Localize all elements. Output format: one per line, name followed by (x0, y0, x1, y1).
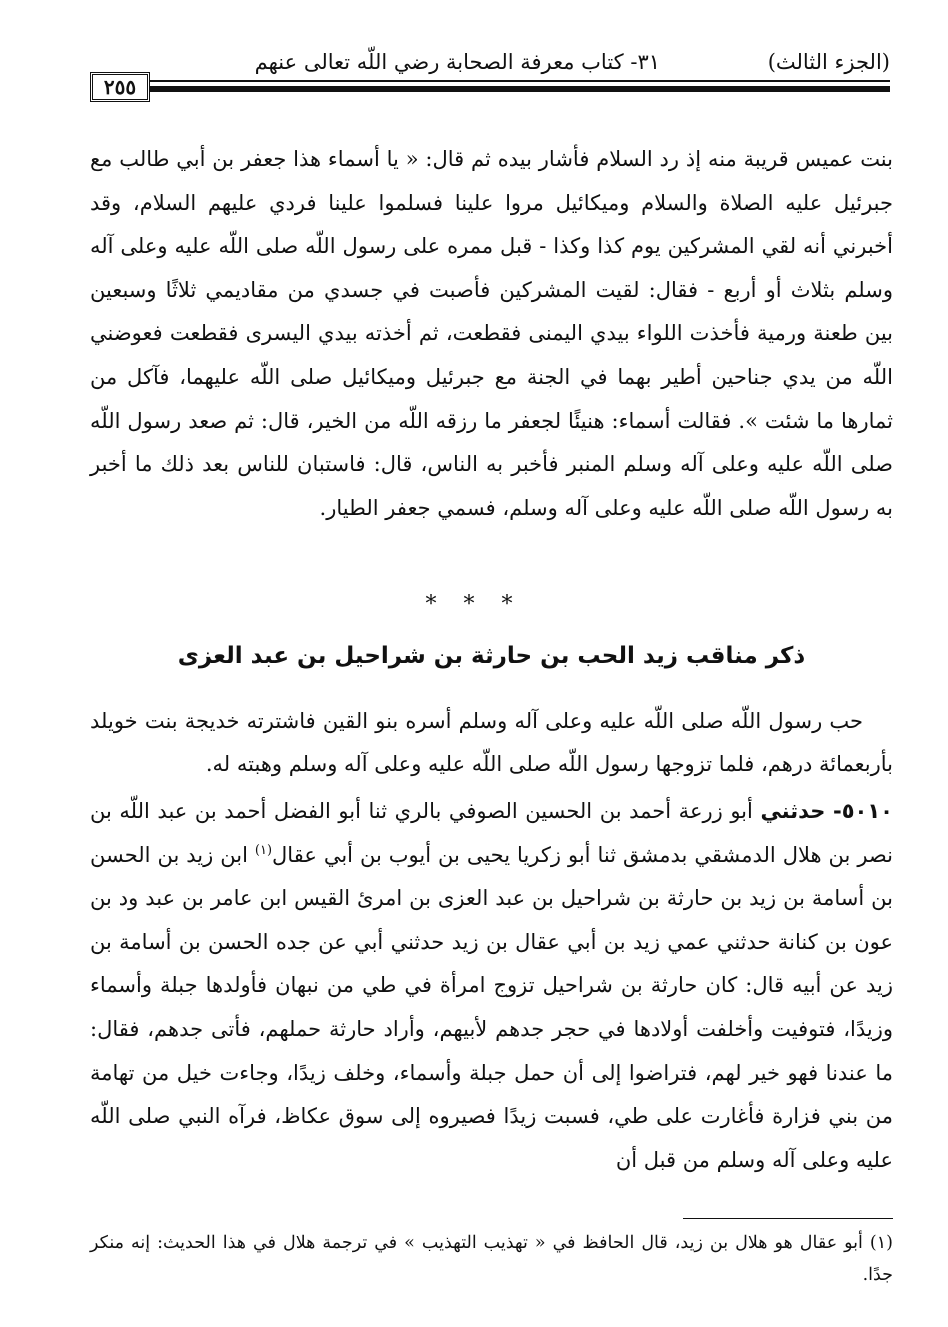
hadith-text-part-2: ابن زيد بن الحسن بن أسامة بن زيد بن حارثة بن شراحيل بن عبد العزى بن امرئ القيس ابن عامر بن عبد ود بن عون بن كنانة حدثني عمي زيد بن أبي عقال بن زيد حدثني أبي عن جده الحسن بن أسامة بن زيد عن أبيه قال: كان حارثة بن شراحيل تزوج امرأة في طي من نبهان فأولدها جبلة وأسماء وزيدًا، فتوفيت وأخلفت أولادها في حجر جدهم لأبيهم، وأراد حارثة حملهم، فأتى جدهم، فقال: ما عندنا فهو خير لهم، فتراضوا إلى أن حمل جبلة وأسماء، وخلف زيدًا، وجاءت خيل من تهامة من بني فزارة فأغارت على طي، فسبت زيدًا فصيروه إلى سوق عكاظ، فرآه النبي صلى اللّه عليه وعلى آله وسلم من قبل أن (90, 842, 893, 1172)
volume-label: (الجزء الثالث) (767, 50, 890, 74)
footnote-text: (١) أبو عقال هو هلال بن زيد، قال الحافظ في « تهذيب التهذيب » في ترجمة هلال في هذا الحديث: إنه منكر جدًا. (90, 1233, 893, 1285)
hadith-block (90, 790, 893, 1182)
hadith-lead: حدثني (760, 799, 826, 823)
paragraph-1-text: بنت عميس قريبة منه إذ رد السلام فأشار بيده ثم قال: « يا أسماء هذا جعفر بن أبي طالب مع جبرئيل عليه الصلاة والسلام وميكائيل مروا علينا فسلموا علينا فردي عليهم السلام، وقد أخبرني أنه لقي المشركين يوم كذا وكذا - قبل ممره على رسول اللّه صلى اللّه عليه وعلى آله وسلم بثلاث أو أربع - فقال: لقيت المشركين فأصبت في جسدي من مقاديمي ثلاثًا وسبعين بين طعنة ورمية فأخذت اللواء بيدي اليمنى فقطعت، ثم أخذته بيدي اليسرى فقطعت فعوضني اللّه من يدي جناحين أطير بهما في الجنة مع جبرئيل وميكائيل صلى اللّه عليهما، فآكل من ثمارها ما شئت ». فقالت أسماء: هنيئًا لجعفر ما رزقه اللّه من الخير، قال: ثم صعد رسول اللّه صلى اللّه عليه وعلى آله وسلم المنبر فأخبر به الناس، قال: فاستبان للناس بعد ذلك ما أخبر به رسول اللّه صلى اللّه عليه وعلى آله وسلم، فسمي جعفر الطيار. (90, 147, 893, 520)
section-separator: * * * (425, 592, 523, 617)
paragraph-jafar (90, 138, 893, 530)
paragraph-zayd-intro (90, 700, 893, 786)
hadith-text-part-1: أبو زرعة أحمد بن الحسين الصوفي بالري ثنا أبو الفضل أحمد بن عبد اللّه بن نصر بن هلال الدمشقي بدمشق ثنا أبو زكريا يحيى بن أيوب بن أبي عقال (90, 799, 893, 867)
page-number: ٢٥٥ (90, 72, 150, 102)
header-rule-thin (150, 80, 890, 82)
header-rule-thick (150, 86, 890, 92)
section-heading: ذكر مناقب زيد الحب بن حارثة بن شراحيل بن عبد العزى (177, 643, 806, 669)
page-header (88, 42, 890, 82)
footnote-divider (683, 1218, 893, 1219)
hadith-paragraph (90, 790, 893, 1182)
chapter-title: ٣١- كتاب معرفة الصحابة رضي اللّه تعالى عنهم (254, 50, 660, 74)
footnote (90, 1227, 893, 1291)
hadith-number: ٥٠١٠- (832, 799, 893, 823)
header-rule (150, 80, 890, 94)
footnote-marker: (١) (254, 842, 273, 858)
paragraph-2-text: حب رسول اللّه صلى اللّه عليه وعلى آله وسلم أسره بنو القين فاشترته خديجة بنت خويلد بأربعمائة درهم، فلما تزوجها رسول اللّه صلى اللّه عليه وعلى آله وسلم وهبته له. (90, 709, 893, 776)
